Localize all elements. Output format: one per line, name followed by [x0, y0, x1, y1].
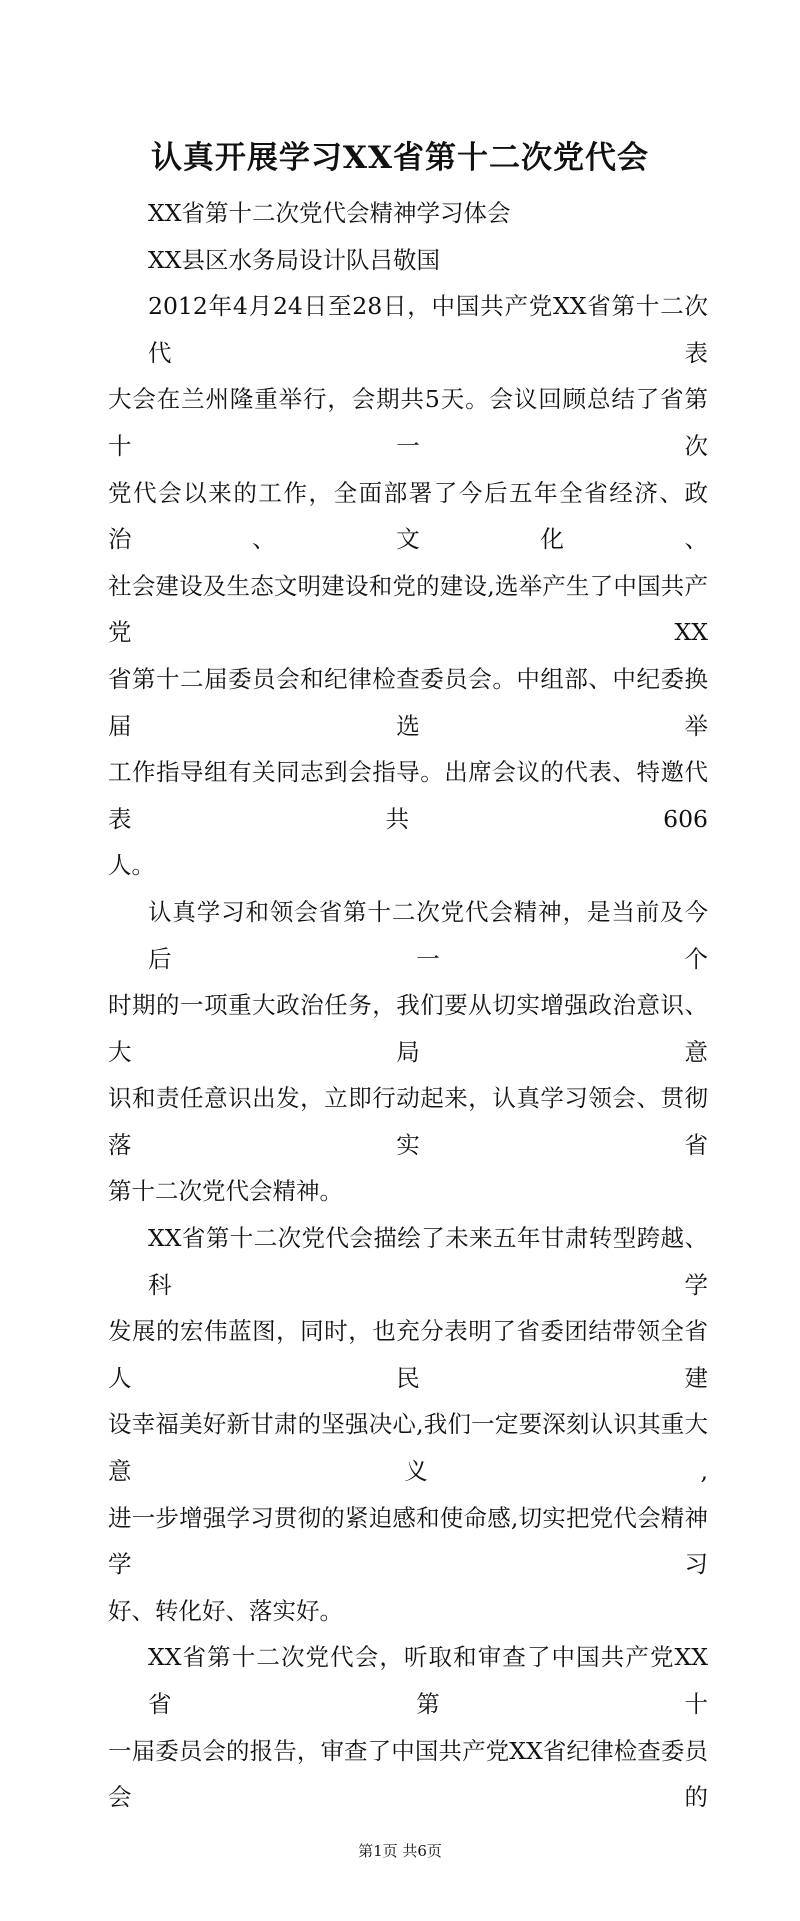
- text-line: 设幸福美好新甘肃的坚强决心,我们一定要深刻认识其重大意义,: [108, 1410, 708, 1486]
- text-line: 党代会以来的工作，全面部署了今后五年全省经济、政治、文化、: [108, 478, 708, 554]
- text-line: 省第十二届委员会和纪律检查委员会。中组部、中纪委换届选举: [108, 664, 708, 740]
- text-line: 社会建设及生态文明建设和党的建设,选举产生了中国共产党XX: [108, 571, 708, 647]
- text-line: XX县区水务局设计队吕敬国: [148, 245, 440, 274]
- text-line: 大会在兰州隆重举行，会期共5天。会议回顾总结了省第十一次: [108, 385, 708, 460]
- paragraph: [108, 190, 708, 237]
- paragraph: [108, 1634, 708, 1820]
- document-body: [108, 190, 708, 1821]
- paragraph: [108, 237, 708, 284]
- text-line: 第十二次党代会精神。: [108, 1177, 343, 1206]
- paragraph: [108, 1215, 708, 1634]
- text-line: 进一步增强学习贯彻的紧迫感和使命感,切实把党代会精神学习: [108, 1503, 708, 1579]
- page-number: 第1页 共6页: [358, 1841, 442, 1860]
- text-line: 发展的宏伟蓝图，同时，也充分表明了省委团结带领全省人民建: [108, 1317, 708, 1392]
- text-line: XX省第十二次党代会精神学习体会: [148, 199, 511, 227]
- text-line: XX省第十二次党代会，听取和审查了中国共产党XX省第十: [148, 1643, 708, 1718]
- text-line: 好、转化好、落实好。: [108, 1596, 343, 1625]
- text-line: 认真学习和领会省第十二次党代会精神，是当前及今后一个: [148, 897, 708, 973]
- paragraph: [108, 283, 708, 889]
- text-line: 人。: [108, 851, 155, 880]
- text-line: XX省第十二次党代会描绘了未来五年甘肃转型跨越、科学: [148, 1224, 708, 1299]
- text-line: 时期的一项重大政治任务，我们要从切实增强政治意识、大局意: [108, 991, 708, 1066]
- paragraph: [108, 889, 708, 1215]
- text-line: 识和责任意识出发，立即行动起来，认真学习领会、贯彻落实省: [108, 1084, 708, 1159]
- text-line: 2012年4月24日至28日，中国共产党XX省第十二次代表: [148, 292, 708, 367]
- text-line: 一届委员会的报告，审查了中国共产党XX省纪律检查委员会的: [108, 1736, 708, 1812]
- document-title: 认真开展学习XX省第十二次党代会: [150, 140, 650, 176]
- text-line: 工作指导组有关同志到会指导。出席会议的代表、特邀代表共606: [108, 758, 708, 833]
